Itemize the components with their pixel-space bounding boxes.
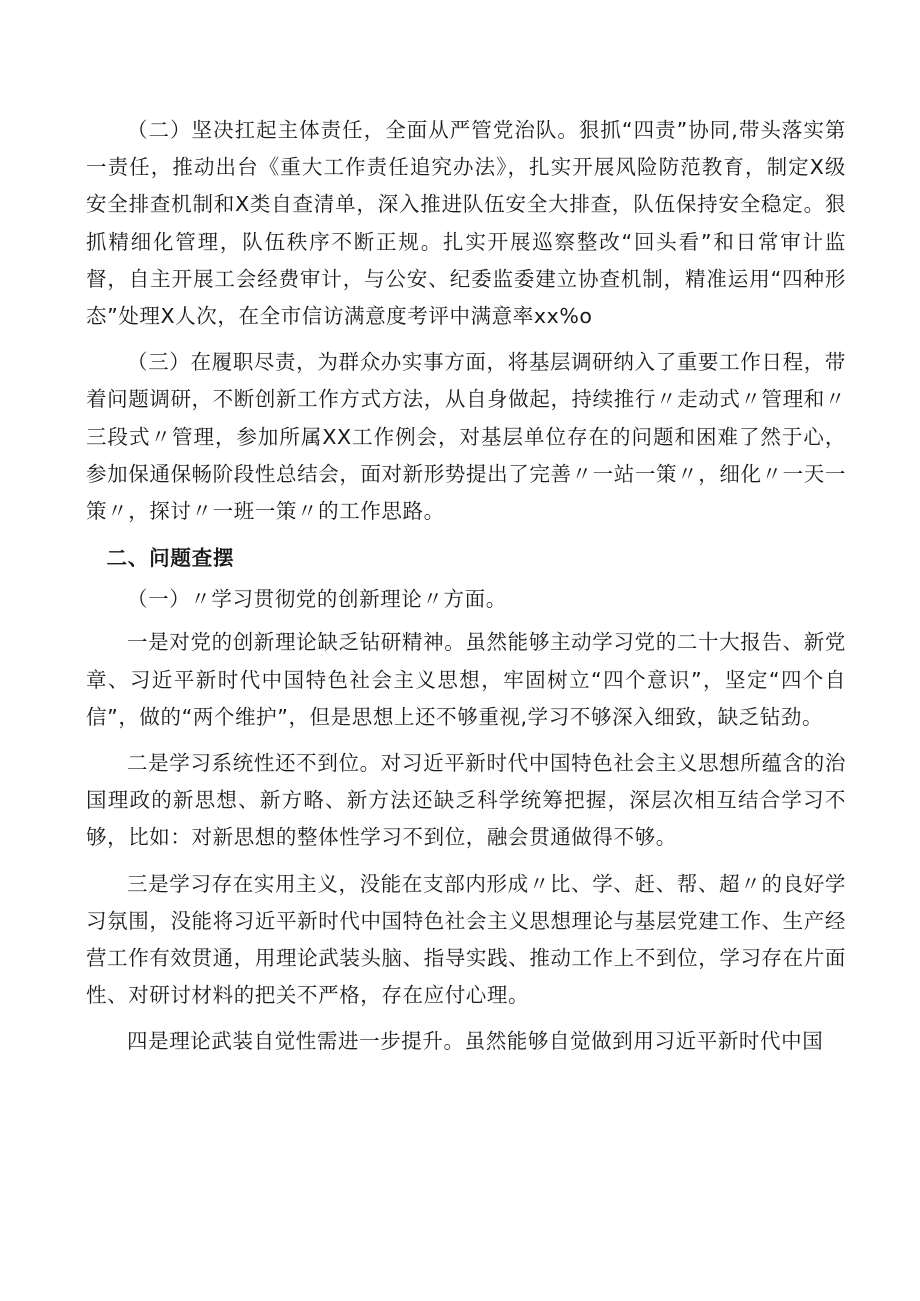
problem-item-3: 三是学习存在实用主义，没能在支部内形成〃比、学、赶、帮、超〃的良好学习氛围，没能将习近平新时代中国特色社会主义思想理论与基层党建工作、生产经营工作有效贯通，用理论武装头脑、指导实践、推动工作上不到位，学习存在片面性、对研讨材料的把关不严格，存在应付心理。 — [86, 871, 846, 1008]
document-body — [86, 112, 846, 1070]
problem-item-1: 一是对党的创新理论缺乏钻研精神。虽然能够主动学习党的二十大报告、新党章、习近平新时代中国特色社会主义思想，牢固树立“四个意识”，坚定“四个自信”，做的“两个维护”，但是思想上还不够重视,学习不够深入细致，缺乏钻劲。 — [86, 630, 846, 729]
problem-item-2: 二是学习系统性还不到位。对习近平新时代中国特色社会主义思想所蕴含的治国理政的新思想、新方略、新方法还缺乏科学统筹把握，深层次相互结合学习不够，比如：对新思想的整体性学习不到位，融会贯通做得不够。 — [86, 751, 846, 850]
subsection-heading: （一）〃学习贯彻党的创新理论〃方面。 — [127, 587, 507, 612]
paragraph-responsibility: （二）坚决扛起主体责任，全面从严管党治队。狠抓“四责”协同,带头落实第一责任，推动出台《重大工作责任追究办法》，扎实开展风险防范教育，制定X级安全排查机制和X类自查清单，深入推进队伍安全大排查，队伍保持安全稳定。狠抓精细化管理，队伍秩序不断正规。扎实开展巡察整改“回头看”和日常审计监督，自主开展工会经费审计，与公安、纪委监委建立协查机制，精准运用“四种形态”处理X人次，在全市信访满意度考评中满意率xx%o — [86, 118, 846, 329]
problem-item-4: 四是理论武装自觉性需进一步提升。虽然能够自觉做到用习近平新时代中国 — [127, 1029, 824, 1054]
paragraph-duty: （三）在履职尽责，为群众办实事方面，将基层调研纳入了重要工作日程，带着问题调研，不断创新工作方式方法，从自身做起，持续推行〃走动式〃管理和〃三段式〃管理，参加所属XX工作例会，对基层单位存在的问题和困难了然于心，参加保通保畅阶段性总结会，面对新形势提出了完善〃一站一策〃，细化〃一天一策〃，探讨〃一班一策〃的工作思路。 — [86, 350, 846, 524]
section-heading: 二、问题查摆 — [106, 546, 235, 571]
